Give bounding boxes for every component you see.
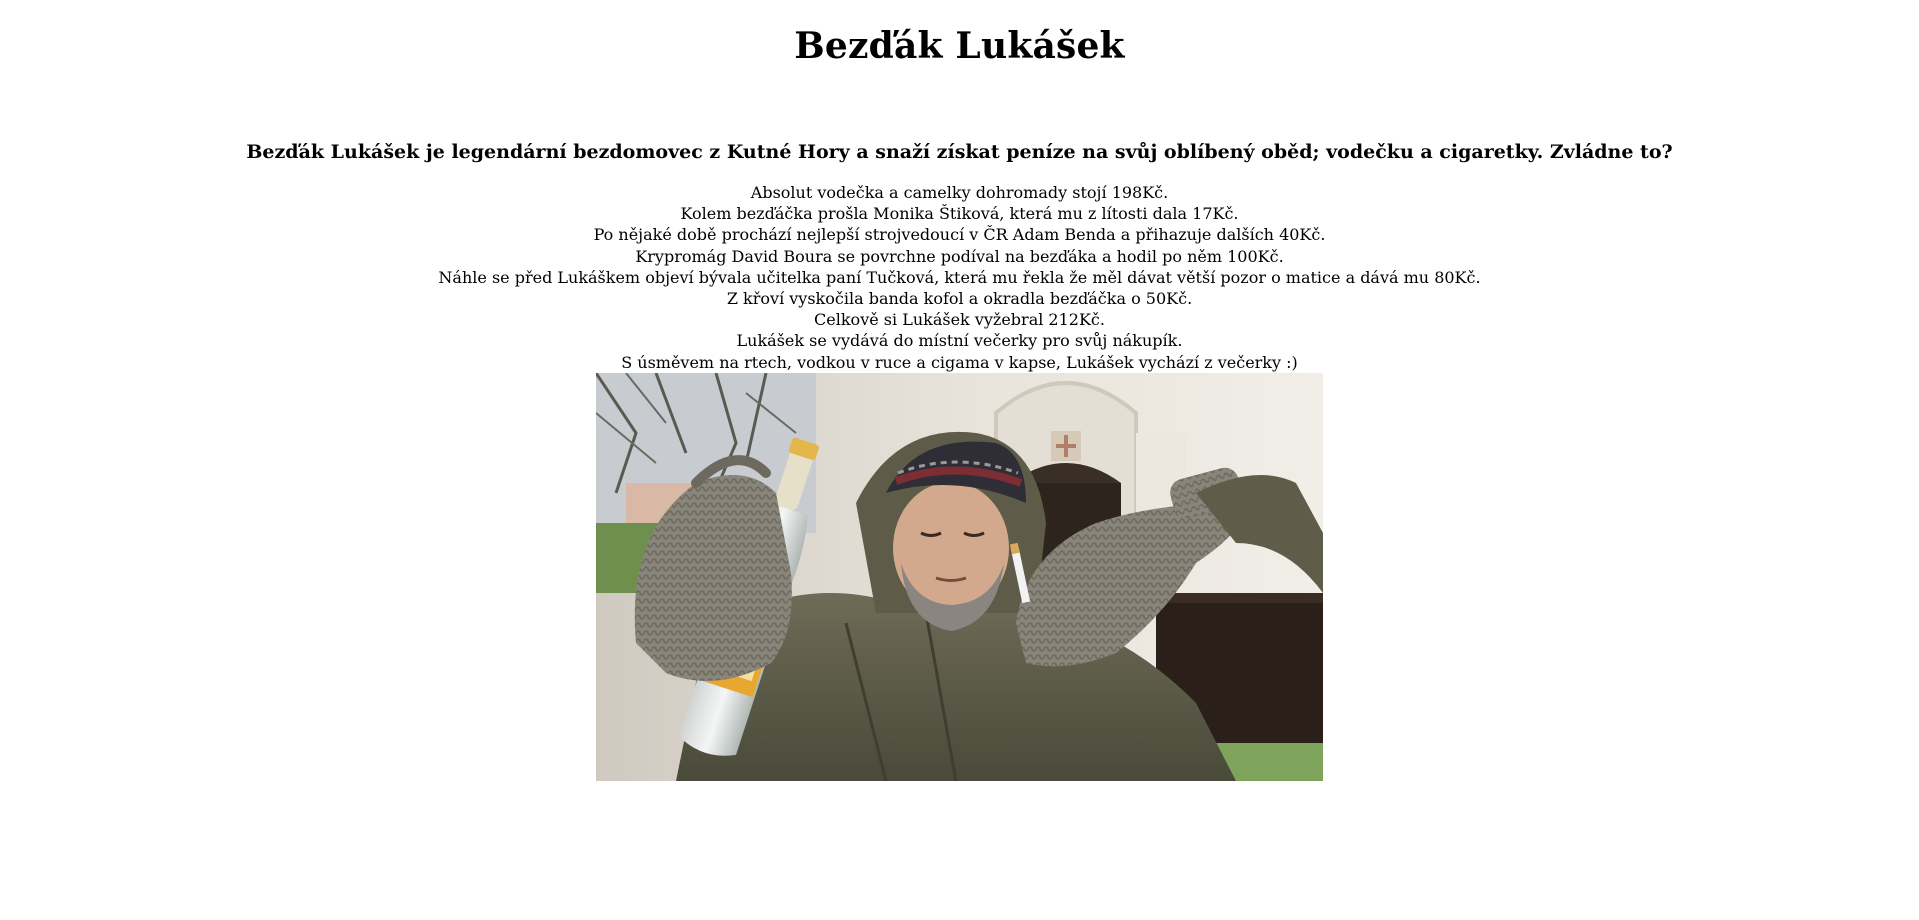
story-line: Krypromág David Boura se povrchne podíval na bezďáka a hodil po něm 100Kč. bbox=[635, 246, 1284, 266]
story-lines bbox=[0, 182, 1919, 373]
story-line: Kolem bezďáčka prošla Monika Štiková, která mu z lítosti dala 17Kč. bbox=[680, 204, 1239, 224]
story-line: S úsměvem na rtech, vodkou v ruce a cigama v kapse, Lukášek vychází z večerky :) bbox=[621, 352, 1298, 372]
photo-illustration bbox=[596, 373, 1323, 781]
story-line: Celkově si Lukášek vyžebral 212Kč. bbox=[814, 310, 1105, 330]
page-title: Bezďák Lukášek bbox=[794, 25, 1125, 67]
homeless-man-photo bbox=[596, 373, 1323, 781]
story-line: Náhle se před Lukáškem objeví bývala učitelka paní Tučková, která mu řekla že měl dávat větší pozor o matice a dává mu 80Kč. bbox=[438, 267, 1481, 287]
story-line: Z křoví vyskočila banda kofol a okradla bezďáčka o 50Kč. bbox=[726, 289, 1193, 309]
story-line: Absolut vodečka a camelky dohromady stojí 198Kč. bbox=[750, 183, 1169, 202]
story-line: Po nějaké době prochází nejlepší strojvedoucí v ČR Adam Benda a přihazuje dalších 40Kč. bbox=[593, 225, 1326, 245]
story-line: Lukášek se vydává do místní večerky pro svůj nákupík. bbox=[736, 331, 1183, 351]
intro-heading: Bezďák Lukášek je legendární bezdomovec z Kutné Hory a snaží získat peníze na svůj oblíbený oběd; vodečku a cigaretky. Zvládne to? bbox=[246, 141, 1673, 163]
